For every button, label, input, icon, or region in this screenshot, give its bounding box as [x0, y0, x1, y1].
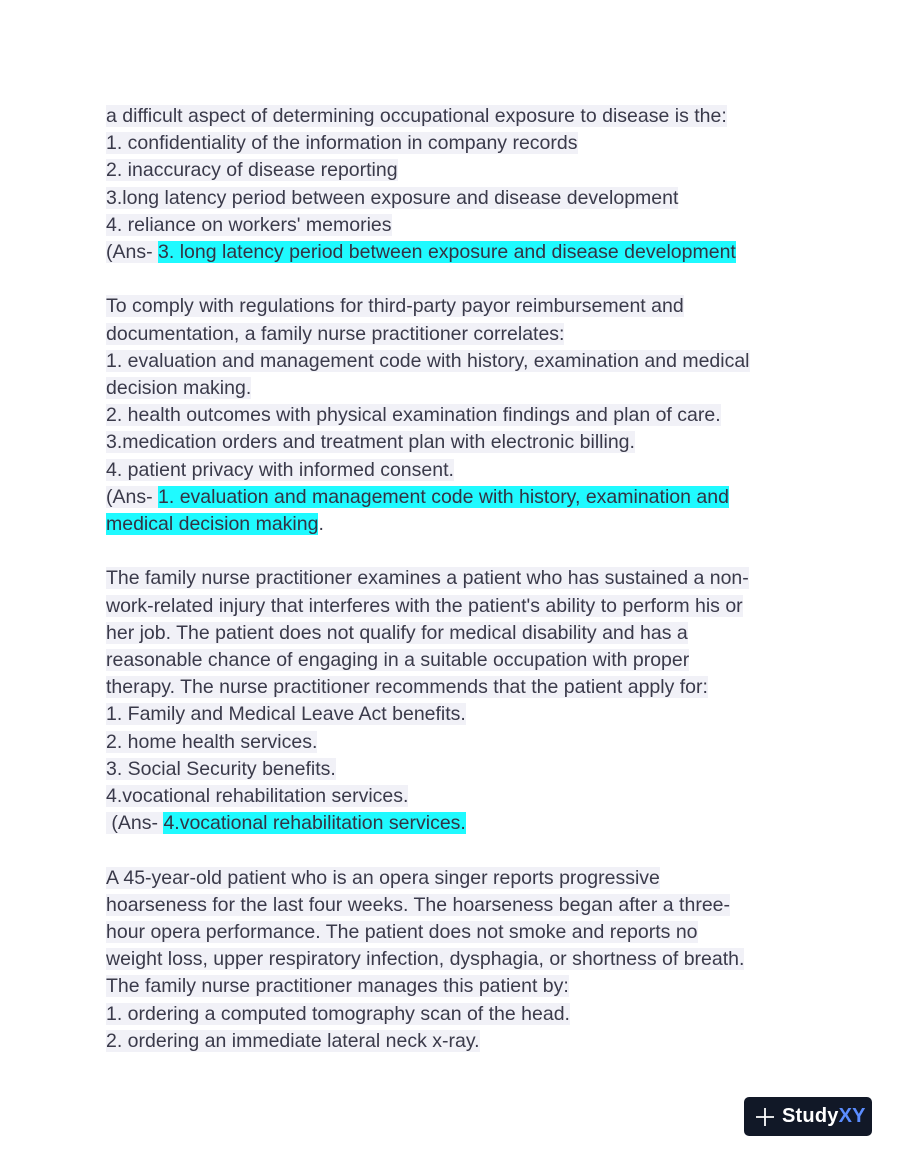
- answer-suffix: .: [318, 513, 324, 536]
- question-text: The family nurse practitioner examines a patient who has sustained a non-: [106, 567, 749, 590]
- option: 3.long latency period between exposure and disease development: [106, 186, 679, 209]
- answer-line: [106, 810, 796, 837]
- option: 4.vocational rehabilitation services.: [106, 785, 409, 808]
- question-text: To comply with regulations for third-party payor reimbursement and: [106, 295, 684, 318]
- question-text: A 45-year-old patient who is an opera singer reports progressive: [106, 866, 660, 889]
- option: 2. ordering an immediate lateral neck x-ray.: [106, 1029, 480, 1052]
- studyxy-badge[interactable]: [744, 1097, 872, 1136]
- option: 2. inaccuracy of disease reporting: [106, 159, 398, 182]
- option: 1. ordering a computed tomography scan of the head.: [106, 1002, 570, 1025]
- brand-logo-text: StudyXY: [782, 1105, 866, 1127]
- question-text: weight loss, upper respiratory infection, dysphagia, or shortness of breath.: [106, 948, 745, 971]
- option: 2. health outcomes with physical examination findings and plan of care.: [106, 404, 721, 427]
- option: 3. Social Security benefits.: [106, 757, 336, 780]
- answer-highlight: 4.vocational rehabilitation services.: [163, 812, 466, 835]
- question-text: hoarseness for the last four weeks. The hoarseness began after a three-: [106, 893, 730, 916]
- question-text: work-related injury that interferes with the patient's ability to perform his or: [106, 594, 743, 617]
- option: 1. confidentiality of the information in company records: [106, 132, 578, 155]
- question-block: [106, 865, 796, 1055]
- answer-line: [106, 239, 796, 266]
- answer-prefix: (Ans-: [106, 812, 164, 835]
- answer-prefix: (Ans-: [106, 241, 159, 264]
- answer-line: [106, 511, 796, 538]
- option: decision making.: [106, 377, 252, 400]
- option: 1. Family and Medical Leave Act benefits.: [106, 703, 466, 726]
- option: 1. evaluation and management code with history, examination and medical: [106, 349, 750, 372]
- option: 3.medication orders and treatment plan with electronic billing.: [106, 431, 635, 454]
- option: 4. patient privacy with informed consent.: [106, 458, 454, 481]
- option: 4. reliance on workers' memories: [106, 213, 392, 236]
- option: 2. home health services.: [106, 730, 318, 753]
- answer-highlight: 1. evaluation and management code with history, examination and: [158, 485, 729, 508]
- question-text: hour opera performance. The patient does not smoke and reports no: [106, 921, 698, 944]
- question-block: [106, 103, 796, 266]
- question-block: [106, 293, 796, 538]
- answer-highlight: medical decision making: [106, 513, 319, 536]
- question-text: her job. The patient does not qualify for medical disability and has a: [106, 621, 688, 644]
- answer-line: [106, 484, 796, 511]
- question-text: therapy. The nurse practitioner recommends that the patient apply for:: [106, 676, 708, 699]
- question-text: reasonable chance of engaging in a suitable occupation with proper: [106, 649, 690, 672]
- document-body: [106, 103, 796, 1055]
- answer-highlight: 3. long latency period between exposure and disease development: [158, 241, 736, 264]
- question-text: The family nurse practitioner manages this patient by:: [106, 975, 569, 998]
- plus-icon: [754, 1106, 776, 1128]
- answer-prefix: (Ans-: [106, 485, 159, 508]
- question-text: a difficult aspect of determining occupational exposure to disease is the:: [106, 105, 727, 127]
- question-block: [106, 565, 796, 837]
- question-text: documentation, a family nurse practitioner correlates:: [106, 322, 565, 345]
